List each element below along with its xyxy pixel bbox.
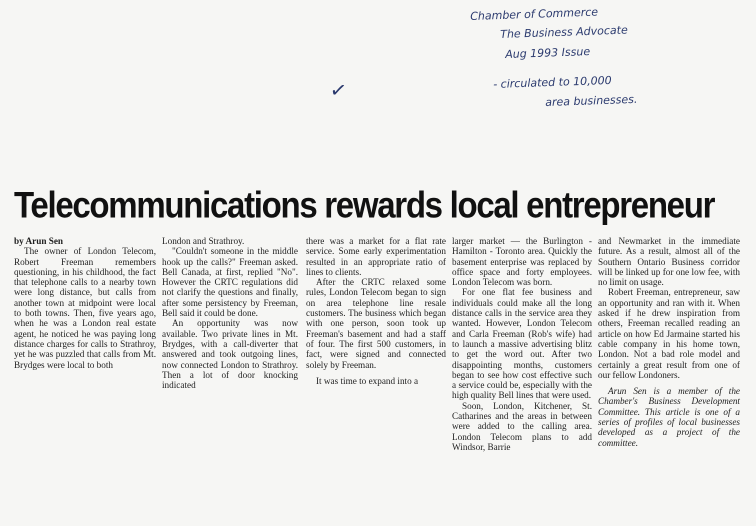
paragraph: and Newmarket in the immediate future. As a result, almost all of the Southern Ontario Business corridor will be linked up for one low fee, with no limit on usage. [598,236,740,288]
paragraph: there was a market for a flat rate service. Some early experimentation resulted in an appropriate ratio of lines to clients. [306,236,446,277]
paragraph: After the CRTC relaxed some rules, London Telecom began to sign on area telephone line resale customers. The business which began with one person, soon took up Freeman's basement and had a staff of four. The first 500 customers, in fact, were signed and connected solely by Freeman. [306,277,446,370]
paragraph: It was time to expand into a [316,375,419,386]
article-column-3 [306,236,446,386]
byline: by Arun Sen [14,236,64,246]
article-headline: Telecommunications rewards local entrepreneur [14,184,715,226]
article-column-5 [598,236,740,448]
paragraph: Soon, London, Kitchener, St. Catharines and the areas in between were added to the calling area. London Telecom plans to add Windsor, Barrie [452,400,592,452]
handwritten-note-source: Chamber of Commerce [470,5,599,23]
author-signoff: Arun Sen is a member of the Chamber's Business Development Committee. This article is one of a series of profiles of local businesses developed as a project of the committee. [598,386,740,448]
check-mark-icon: ✓ [328,76,349,104]
handwritten-note-issue: Aug 1993 Issue [505,45,591,61]
article-column-2 [162,236,298,390]
handwritten-note-publication: The Business Advocate [500,23,628,41]
paragraph: For one flat fee business and individuals could make all the long distance calls in the service area they wanted. However, London Telecom and Carla Freeman (Rob's wife) had to launch a massive advertising blitz to get the word out. After two disappointing months, customers began to see how cost effective such a service could be, especially with the high quality Bell lines that were used. [452,287,592,401]
handwritten-note-audience: area businesses. [545,92,638,109]
paragraph: An opportunity was now available. Two private lines in Mt. Brydges, with a call-diverter that answered and took outgoing lines, now connected London to Strathroy. Then a lot of door knocking indicated [162,318,298,391]
article-column-1 [14,236,156,370]
paragraph: The owner of London Telecom, Robert Freeman remembers questioning, in his childhood, the fact that telephone calls to a nearby town were long distance, but calls from another town at midpoint were local to both towns. Then, five years ago, when he was a London real estate agent, he noticed he was paying long distance charges for calls to Strathroy, yet he was puzzled that calls from Mt. Brydges were local to both [14,246,156,370]
paragraph: Robert Freeman, entrepreneur, saw an opportunity and ran with it. When asked if he drew inspiration from others, Freeman recalled reading an article on how Ed Jarmaine started his cable company in his home town, London. Not a bad role model and certainly a great result from one of our fellow Londoners. [598,287,740,380]
article-column-4 [452,236,592,452]
paragraph: "Couldn't someone in the middle hook up the calls?" Freeman asked. Bell Canada, at first, replied "No". However the CRTC regulations did not clarify the questions and finally, after some persistency by Freeman, Bell said it could be done. [162,246,298,319]
paragraph: larger market — the Burlington - Hamilton - Toronto area. Quickly the basement enterprise was replaced by office space and forty employees. London Telecom was born. [452,236,592,288]
handwritten-note-circulation: - circulated to 10,000 [493,73,612,91]
paragraph: London and Strathroy. [162,236,245,246]
